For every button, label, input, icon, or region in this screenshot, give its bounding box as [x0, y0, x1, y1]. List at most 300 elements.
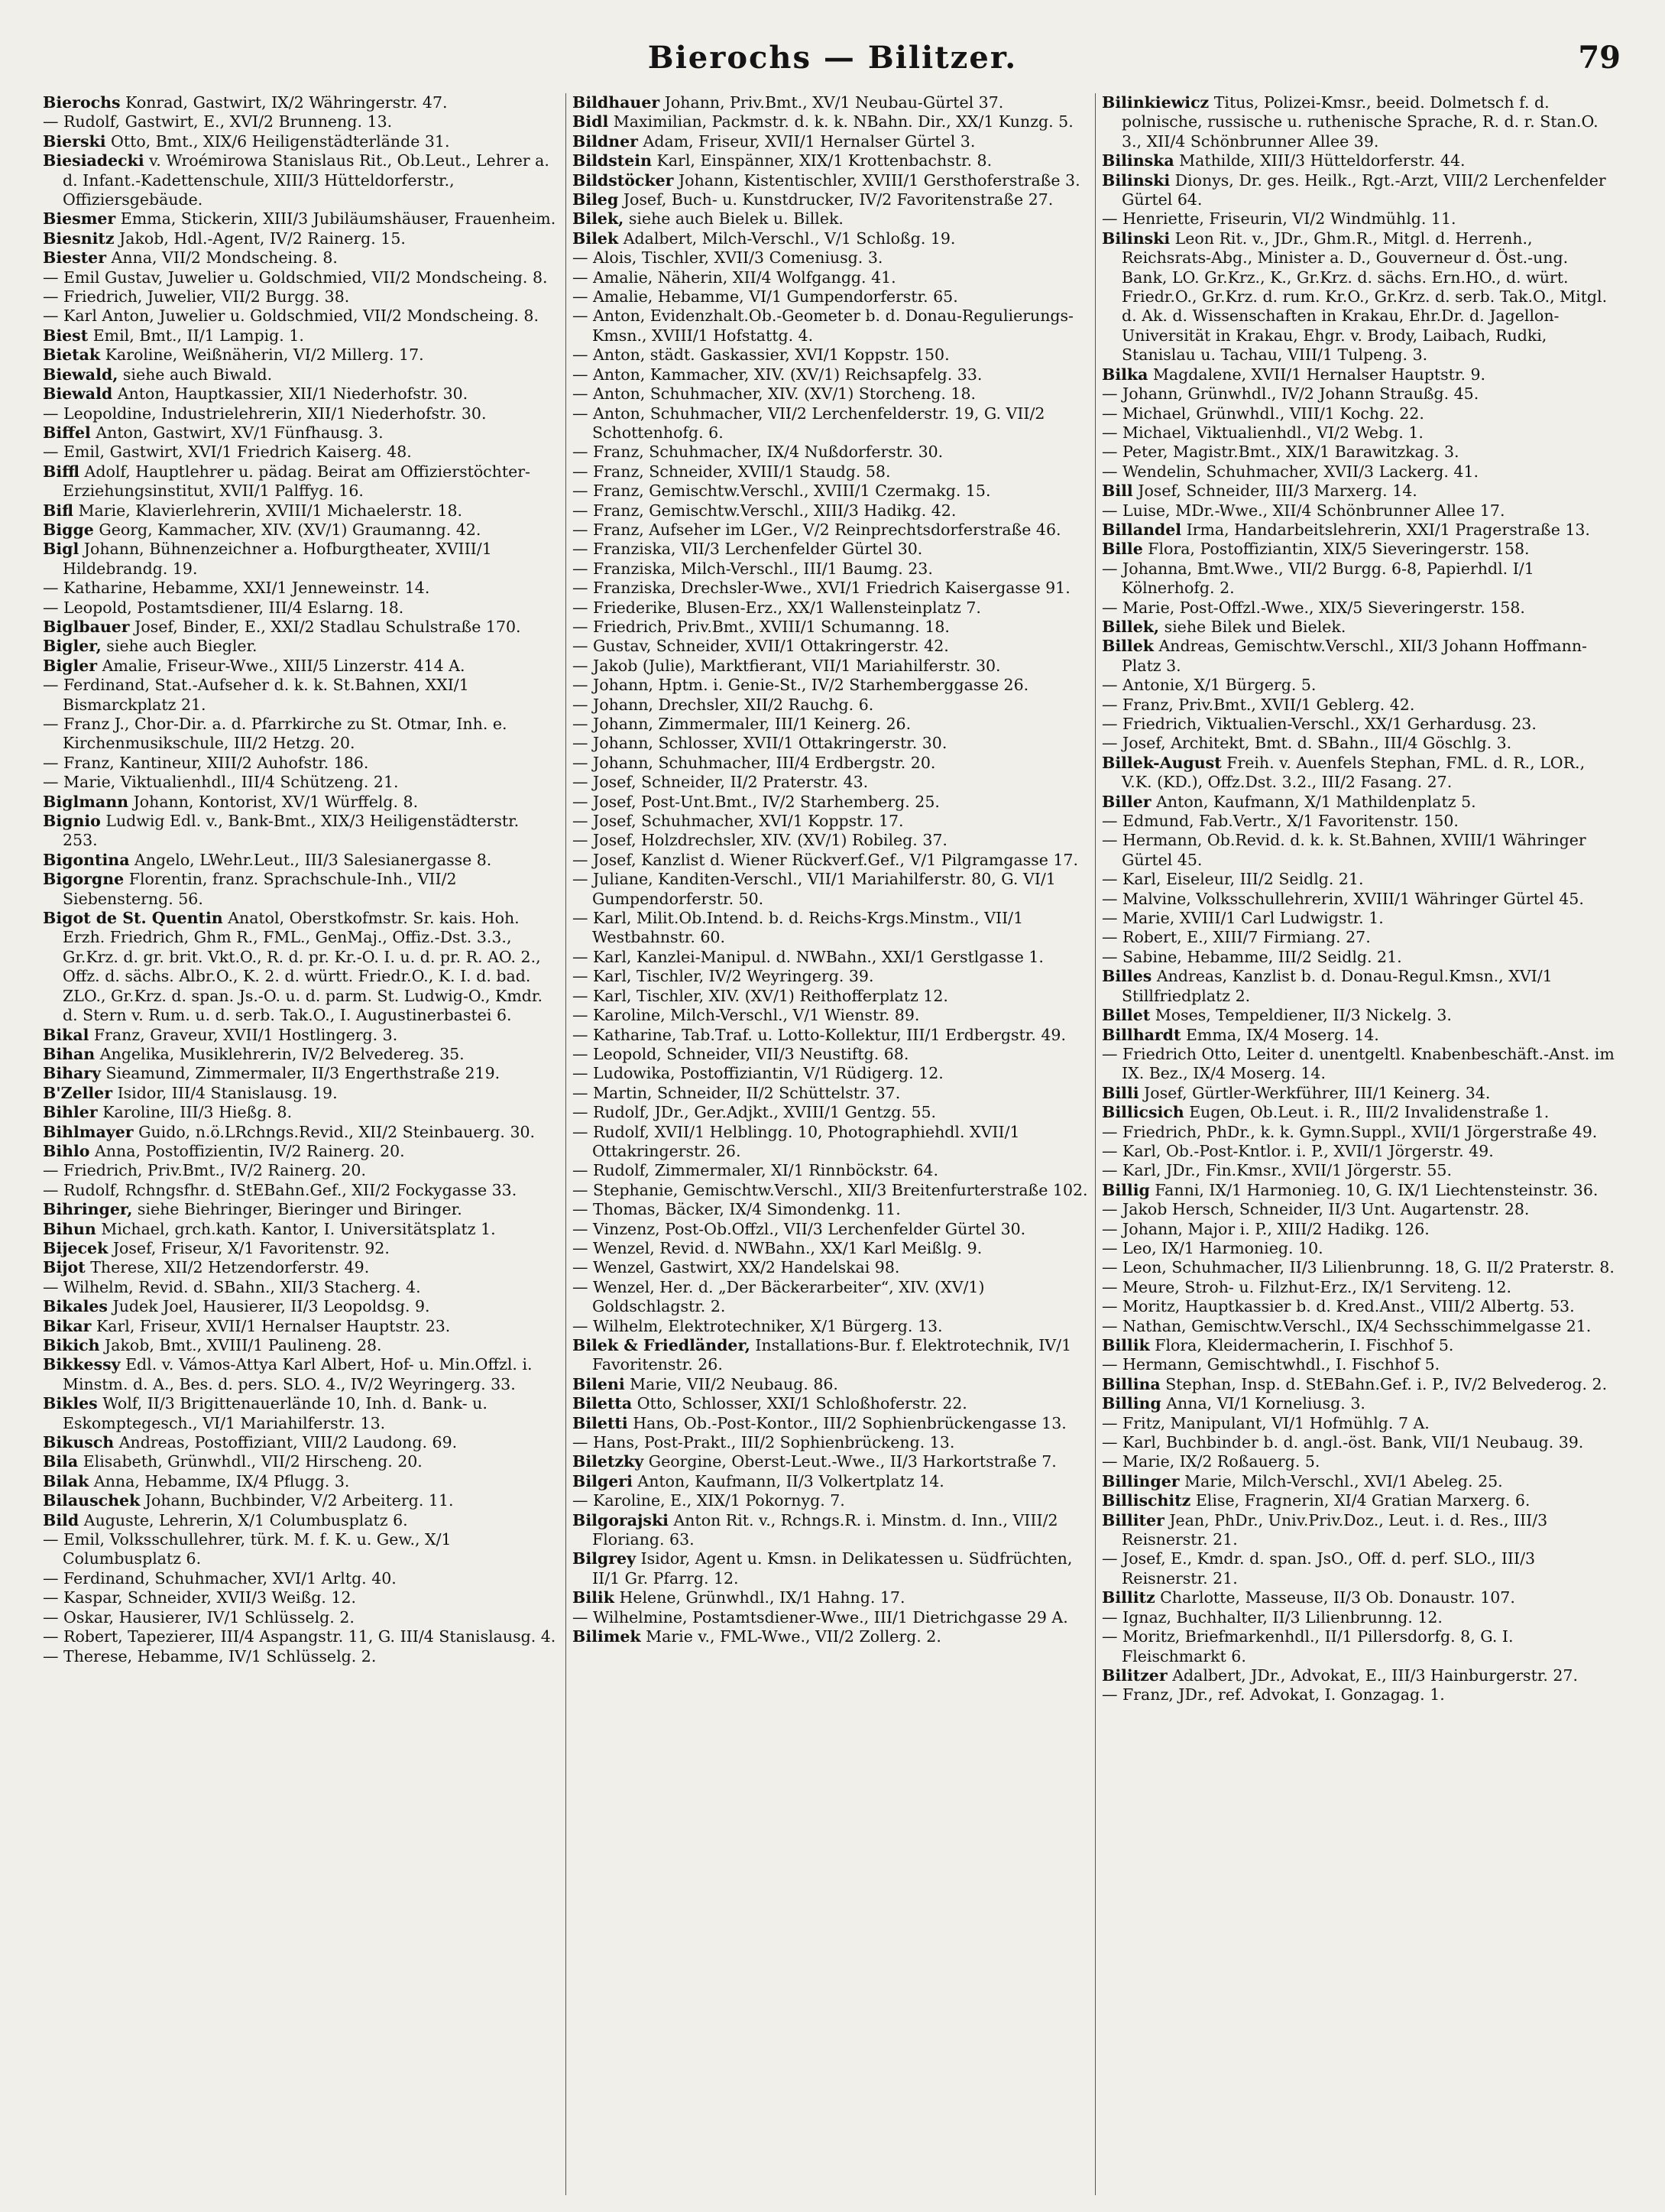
entry-surname: Billek-August	[1102, 753, 1222, 772]
entry-details: Titus, Polizei-Kmsr., beeid. Dolmetsch f. d. polnische, russische u. ruthenische Sprache, R. d. r. Stan.O. 3., XII/4 Schönbrunner Allee 39.	[1122, 93, 1599, 151]
entry-surname: Biletta	[572, 1394, 633, 1413]
entry-surname: Bilka	[1102, 365, 1148, 384]
entry-surname: Bikles	[43, 1394, 98, 1413]
directory-entry	[43, 637, 559, 656]
entry-details: — Karl, Tischler, IV/2 Weyringerg. 39.	[572, 967, 874, 986]
entry-details: — Moritz, Hauptkassier b. d. Kred.Anst., VIII/2 Albertg. 53.	[1102, 1297, 1575, 1316]
entry-surname: Bilitzer	[1102, 1665, 1168, 1685]
directory-entry	[43, 773, 559, 792]
entry-details: Marie v., FML-Wwe., VII/2 Zollerg. 2.	[646, 1627, 941, 1646]
entry-details: Johann, Bühnenzeichner a. Hofburgtheater, XVIII/1 Hildebrandg. 19.	[63, 540, 492, 578]
directory-entry	[43, 1627, 559, 1646]
directory-entry	[43, 365, 559, 384]
entry-details: siehe auch Biwald.	[122, 365, 273, 384]
directory-entry	[572, 754, 1088, 773]
entry-details: — Leon, Schuhmacher, II/3 Lilienbrunng. 18, G. II/2 Praterstr. 8.	[1102, 1258, 1615, 1277]
entry-surname: Bildstöcker	[572, 170, 674, 190]
entry-details: — Karoline, E., XIX/1 Pokornyg. 7.	[572, 1491, 845, 1510]
entry-surname: Biewald,	[43, 365, 118, 384]
directory-entry	[43, 1064, 559, 1083]
directory-entry	[43, 1491, 559, 1510]
entry-surname: Billes	[1102, 967, 1152, 986]
directory-entry	[572, 1433, 1088, 1452]
entry-details: — Michael, Grünwhdl., VIII/1 Kochg. 22.	[1102, 404, 1424, 423]
directory-entry	[43, 1472, 559, 1491]
directory-entry	[572, 365, 1088, 384]
entry-surname: Bidl	[572, 112, 609, 131]
directory-entry	[43, 209, 559, 229]
directory-entry	[43, 1045, 559, 1064]
entry-surname: Biglmann	[43, 792, 129, 811]
directory-entry	[43, 1258, 559, 1277]
directory-entry	[1102, 1627, 1618, 1666]
directory-entry	[1102, 229, 1618, 365]
directory-entry	[1102, 890, 1618, 909]
directory-entry	[43, 1181, 559, 1200]
entry-details: — Wenzel, Gastwirt, XX/2 Handelskai 98.	[572, 1258, 900, 1277]
entry-details: — Karoline, Milch-Verschl., V/1 Wienstr. 89.	[572, 1006, 920, 1025]
entry-details: Stephan, Insp. d. StEBahn.Gef. i. P., IV/2 Belvederog. 2.	[1165, 1374, 1608, 1393]
entry-surname: B'Zeller	[43, 1083, 113, 1102]
directory-entry	[1102, 404, 1618, 423]
directory-entry	[1102, 1239, 1618, 1258]
directory-entry	[572, 1491, 1088, 1510]
page-header	[0, 40, 1665, 86]
directory-entry	[572, 559, 1088, 579]
entry-details: Angelika, Musiklehrerin, IV/2 Belvedereg. 35.	[99, 1044, 465, 1063]
directory-entry	[43, 870, 559, 909]
entry-details: Therese, XII/2 Hetzendorferstr. 49.	[90, 1258, 370, 1277]
directory-entry	[572, 404, 1088, 443]
column-3	[1102, 93, 1618, 2195]
entry-surname: Bigorgne	[43, 870, 125, 889]
entry-surname: Bilek & Friedländer,	[572, 1336, 750, 1354]
entry-surname: Bikich	[43, 1336, 100, 1354]
directory-entry	[572, 793, 1088, 812]
entry-details: Marie, Milch-Verschl., XVI/1 Abeleg. 25.	[1184, 1471, 1503, 1490]
directory-entry	[43, 676, 559, 715]
entry-details: Auguste, Lehrerin, X/1 Columbusplatz 6.	[83, 1510, 408, 1529]
entry-details: Emil, Bmt., II/1 Lampig. 1.	[92, 326, 304, 345]
directory-entry	[572, 1549, 1088, 1588]
entry-details: — Franziska, Milch-Verschl., III/1 Baumg. 23.	[572, 559, 933, 578]
entry-details: Flora, Postoffiziantin, XIX/5 Sieveringerstr. 158.	[1148, 540, 1530, 559]
entry-details: Josef, Gürtler-Werkführer, III/1 Keinerg. 34.	[1144, 1083, 1491, 1102]
entry-details: Johann, Kistentischler, XVIII/1 Gersthoferstraße 3.	[678, 170, 1080, 190]
entry-surname: Bilek	[572, 229, 619, 248]
directory-entry	[572, 1239, 1088, 1258]
entry-details: — Rudolf, Rchngsfhr. d. StEBahn.Gef., XII/2 Fockygasse 33.	[43, 1180, 517, 1199]
directory-entry	[43, 1317, 559, 1336]
entry-details: Karoline, Weißnäherin, VI/2 Millerg. 17.	[105, 345, 424, 365]
entry-details: — Leopold, Schneider, VII/3 Neustiftg. 68.	[572, 1044, 909, 1063]
directory-entry	[1102, 870, 1618, 889]
entry-details: — Johann, Schlosser, XVII/1 Ottakringerstr. 30.	[572, 734, 947, 753]
entry-surname: Billi	[1102, 1083, 1139, 1102]
directory-entry	[1102, 482, 1618, 501]
entry-details: — Sabine, Hebamme, III/2 Seidlg. 21.	[1102, 947, 1402, 966]
directory-entry	[572, 1181, 1088, 1200]
directory-entry	[43, 229, 559, 248]
directory-entry	[1102, 1452, 1618, 1471]
directory-entry	[43, 657, 559, 676]
directory-entry	[572, 676, 1088, 695]
entry-details: — Alois, Tischler, XVII/3 Comeniusg. 3.	[572, 248, 883, 268]
directory-entry	[572, 1511, 1088, 1550]
entry-details: Isidor, Agent u. Kmsn. in Delikatessen u. Südfrüchten, II/1 Gr. Pfarrg. 12.	[592, 1549, 1073, 1588]
entry-surname: Bijecek	[43, 1238, 109, 1257]
entry-details: — Josef, Post-Unt.Bmt., IV/2 Starhemberg. 25.	[572, 792, 940, 811]
directory-entry	[572, 1472, 1088, 1491]
directory-entry	[572, 540, 1088, 559]
entry-surname: Billitz	[1102, 1588, 1155, 1607]
entry-details: Jean, PhDr., Univ.Priv.Doz., Leut. i. d. Res., III/3 Reisnerstr. 21.	[1122, 1510, 1548, 1549]
entry-surname: Billig	[1102, 1180, 1150, 1199]
entry-details: — Vinzenz, Post-Ob.Offzl., VII/3 Lerchenfelder Gürtel 30.	[572, 1219, 1026, 1238]
directory-entry	[1102, 928, 1618, 947]
directory-entry	[1102, 559, 1618, 598]
entry-details: Georgine, Oberst-Leut.-Wwe., II/3 Harkortstraße 7.	[648, 1452, 1057, 1471]
directory-entry	[1102, 501, 1618, 521]
entry-details: Judek Joel, Hausierer, II/3 Leopoldsg. 9.	[112, 1297, 430, 1316]
entry-details: — Franz, JDr., ref. Advokat, I. Gonzagag. 1.	[1102, 1685, 1445, 1704]
directory-entry	[572, 1336, 1088, 1375]
entry-details: — Emil Gustav, Juwelier u. Goldschmied, VII/2 Mondscheing. 8.	[43, 268, 548, 287]
entry-surname: Bilgeri	[572, 1471, 633, 1490]
entry-details: — Johann, Drechsler, XII/2 Rauchg. 6.	[572, 695, 874, 714]
directory-entry	[1102, 1006, 1618, 1025]
entry-details: — Jakob Hersch, Schneider, II/3 Unt. Augartenstr. 28.	[1102, 1200, 1530, 1219]
entry-details: — Franz, Gemischtw.Verschl., XIII/3 Hadikg. 42.	[572, 501, 957, 520]
entry-details: — Anton, Evidenzhalt.Ob.-Geometer b. d. Donau-Regulierungs-Kmsn., XVIII/1 Hofstattg. 4.	[572, 307, 1074, 345]
entry-details: Andreas, Gemischtw.Verschl., XII/3 Johann Hoffmann-Platz 3.	[1122, 637, 1587, 675]
entry-details: Leon Rit. v., JDr., Ghm.R., Mitgl. d. Herrenh., Reichsrats-Abg., Minister a. D., Gouverneur d. Öst.-ung. Bank, LO. Gr.Krz., K., Gr.Krz. d. sächs. Ern.HO., d. würt. Friedr.O., Gr.Krz. d. rum. Kr.O., Gr.Krz. d. serb. Tak.O., Mitgl. d. Ak. d. Wissenschaften in Krakau, Ehr.Dr. d. Jagellon-Universität in Krakau, Ehgr. v. Brody, Laibach, Rudki, Stanislau u. Tachau, VIII/1 Tulpeng. 3.	[1122, 229, 1608, 365]
entry-details: — Moritz, Briefmarkenhdl., II/1 Pillersdorfg. 8, G. I. Fleischmarkt 6.	[1102, 1627, 1514, 1665]
directory-entry	[572, 1123, 1088, 1162]
entry-details: Anatol, Oberstkofmstr. Sr. kais. Hoh. Erzh. Friedrich, Ghm R., FML., GenMaj., Offiz.-Dst. 3.3., Gr.Krz. d. gr. brit. Vkt.O., R. d. pr. Kr.-O. I. u. d. pr. R. AO. 2., Offz. d. sächs. Albr.O., K. 2. d. württ. Friedr.O., K. I. d. bad. ZLO., Gr.Krz. d. span. Js.-O. u. d. parm. St. Ludwig-O., Kmdr. d. Stern v. Rum. u. d. serb. Tak.O., I. Augustinerbastei 6.	[63, 909, 543, 1025]
entry-details: — Marie, Post-Offzl.-Wwe., XIX/5 Sieveringerstr. 158.	[1102, 598, 1525, 617]
directory-entry	[572, 482, 1088, 501]
directory-entry	[43, 93, 559, 112]
entry-details: Andreas, Postoffiziant, VIII/2 Laudong. 69.	[118, 1433, 458, 1452]
entry-surname: Bilgrey	[572, 1549, 636, 1568]
directory-entry	[572, 443, 1088, 462]
entry-details: — Friedrich Otto, Leiter d. unentgeltl. Knabenbeschäft.-Anst. im IX. Bez., IX/4 Moserg. 14.	[1102, 1044, 1615, 1083]
directory-entry	[572, 1608, 1088, 1627]
entry-details: — Johanna, Bmt.Wwe., VII/2 Burgg. 6-8, Papierhdl. I/1 Kölnerhofg. 2.	[1102, 559, 1534, 598]
entry-details: Fanni, IX/1 Harmonieg. 10, G. IX/1 Liechtensteinstr. 36.	[1155, 1180, 1599, 1199]
entry-details: — Fritz, Manipulant, VI/1 Hofmühlg. 7 A.	[1102, 1413, 1430, 1432]
entry-details: — Anton, Schuhmacher, XIV. (XV/1) Storcheng. 18.	[572, 384, 977, 404]
directory-entry	[43, 112, 559, 131]
directory-entry	[43, 909, 559, 1025]
entry-details: — Franz, Priv.Bmt., XVII/1 Geblerg. 42.	[1102, 695, 1415, 714]
directory-entry	[43, 1123, 559, 1142]
entry-details: Helene, Grünwhdl., IX/1 Hahng. 17.	[619, 1588, 905, 1607]
entry-details: — Karl, Buchbinder b. d. angl.-öst. Bank, VII/1 Neubaug. 39.	[1102, 1433, 1584, 1452]
entry-details: Karl, Einspänner, XIX/1 Krottenbachstr. 8.	[656, 151, 993, 170]
directory-entry	[572, 1220, 1088, 1239]
directory-entry	[572, 637, 1088, 656]
entry-surname: Bikusch	[43, 1433, 115, 1452]
entry-details: — Josef, Holzdrechsler, XIV. (XV/1) Robileg. 37.	[572, 831, 947, 850]
directory-entry	[572, 696, 1088, 715]
entry-details: — Friedrich, Viktualien-Verschl., XX/1 Gerhardusg. 23.	[1102, 715, 1537, 733]
entry-details: — Johann, Grünwhdl., IV/2 Johann Straußg. 45.	[1102, 384, 1479, 404]
entry-surname: Bilimek	[572, 1627, 641, 1646]
directory-entry	[43, 132, 559, 151]
entry-details: — Franz, Schneider, XVIII/1 Staudg. 58.	[572, 462, 891, 481]
entry-details: — Juliane, Kanditen-Verschl., VII/1 Mariahilferstr. 80, G. VI/1 Gumpendorferstr. 50.	[572, 870, 1056, 908]
entry-details: — Marie, XVIII/1 Carl Ludwigstr. 1.	[1102, 909, 1384, 928]
directory-entry	[1102, 1608, 1618, 1627]
entry-surname: Biffl	[43, 462, 80, 481]
entry-surname: Bilak	[43, 1471, 89, 1490]
directory-entry	[43, 1530, 559, 1569]
entry-details: Anton, Hauptkassier, XII/1 Niederhofstr. 30.	[117, 384, 468, 404]
entry-details: Anna, VII/2 Mondscheing. 8.	[111, 248, 338, 268]
entry-surname: Bihringer,	[43, 1200, 133, 1219]
directory-entry	[572, 190, 1088, 209]
entry-surname: Bigler	[43, 656, 98, 675]
directory-entry	[1102, 676, 1618, 695]
directory-entry	[1102, 171, 1618, 210]
entry-details: — Peter, Magistr.Bmt., XIX/1 Barawitzkag. 3.	[1102, 443, 1459, 462]
directory-entry	[43, 715, 559, 754]
entry-surname: Bild	[43, 1510, 79, 1529]
entry-details: — Katharine, Hebamme, XXI/1 Jenneweinstr. 14.	[43, 579, 430, 598]
directory-entry	[572, 521, 1088, 540]
directory-entry	[1102, 909, 1618, 928]
entry-surname: Bilauschek	[43, 1491, 141, 1510]
entry-surname: Billiter	[1102, 1510, 1165, 1529]
entry-details: Anton Rit. v., Rchngs.R. i. Minstm. d. Inn., VIII/2 Floriang. 63.	[592, 1510, 1058, 1549]
column-2	[572, 93, 1088, 2195]
entry-details: Johann, Priv.Bmt., XV/1 Neubau-Gürtel 37.	[664, 93, 1004, 112]
entry-details: Dionys, Dr. ges. Heilk., Rgt.-Arzt, VIII/2 Lerchenfelder Gürtel 64.	[1122, 170, 1606, 209]
entry-surname: Bilgorajski	[572, 1510, 669, 1529]
entry-surname: Biesmer	[43, 209, 116, 229]
column-1	[43, 93, 559, 2195]
entry-details: — Josef, E., Kmdr. d. span. JsO., Off. d. perf. SLO., III/3 Reisnerstr. 21.	[1102, 1549, 1536, 1588]
directory-entry	[572, 1452, 1088, 1471]
directory-entry	[1102, 1472, 1618, 1491]
directory-entry	[43, 1239, 559, 1258]
entry-surname: Bihan	[43, 1044, 96, 1063]
entry-details: Flora, Kleidermacherin, I. Fischhof 5.	[1155, 1336, 1454, 1354]
entry-details: Anna, VI/1 Korneliusg. 3.	[1166, 1394, 1365, 1413]
entry-details: — Friedrich, Priv.Bmt., IV/2 Rainerg. 20.	[43, 1161, 366, 1180]
entry-details: — Jakob (Julie), Marktfierant, VII/1 Mariahilferstr. 30.	[572, 656, 1001, 675]
entry-details: — Stephanie, Gemischtw.Verschl., XII/3 Breitenfurterstraße 102.	[572, 1180, 1088, 1199]
entry-details: Angelo, LWehr.Leut., III/3 Salesianergasse 8.	[134, 850, 492, 869]
directory-entry	[1102, 1685, 1618, 1704]
directory-entry	[572, 462, 1088, 482]
entry-surname: Bilek,	[572, 209, 624, 229]
entry-details: Sieamund, Zimmermaler, II/3 Engerthstraße 219.	[105, 1064, 500, 1083]
entry-surname: Biesiadecki	[43, 151, 144, 170]
directory-entry	[43, 754, 559, 773]
directory-entry	[43, 307, 559, 326]
directory-entry	[43, 579, 559, 598]
entry-details: siehe Biehringer, Bieringer und Biringer.	[137, 1200, 462, 1219]
directory-entry	[1102, 521, 1618, 540]
directory-entry	[572, 812, 1088, 831]
entry-surname: Bileg	[572, 190, 619, 209]
entry-details: — Friedrich, Juwelier, VII/2 Burgg. 38.	[43, 287, 350, 307]
directory-entry	[572, 657, 1088, 676]
entry-surname: Biewald	[43, 384, 113, 404]
entry-details: — Karl Anton, Juwelier u. Goldschmied, VII/2 Mondscheing. 8.	[43, 307, 539, 326]
directory-entry	[43, 443, 559, 462]
entry-surname: Bildner	[572, 131, 638, 151]
directory-entry	[43, 598, 559, 618]
entry-details: Hans, Ob.-Post-Kontor., III/2 Sophienbrückengasse 13.	[633, 1413, 1067, 1432]
directory-entry	[1102, 1511, 1618, 1550]
entry-details: — Hermann, Gemischtwhdl., I. Fischhof 5.	[1102, 1355, 1440, 1374]
entry-details: — Robert, E., XIII/7 Firmiang. 27.	[1102, 928, 1371, 947]
entry-details: — Michael, Viktualienhdl., VI/2 Webg. 1.	[1102, 423, 1424, 442]
column-divider	[1095, 93, 1096, 2195]
entry-details: — Luise, MDr.-Wwe., XII/4 Schönbrunner Allee 17.	[1102, 501, 1505, 520]
entry-details: siehe auch Bielek u. Billek.	[628, 209, 844, 229]
entry-details: Elisabeth, Grünwhdl., VII/2 Hirscheng. 20.	[83, 1452, 423, 1471]
directory-entry	[1102, 151, 1618, 170]
entry-details: — Josef, Schuhmacher, XVI/1 Koppstr. 17.	[572, 812, 904, 831]
entry-surname: Bihlmayer	[43, 1122, 134, 1141]
directory-entry	[1102, 423, 1618, 443]
entry-details: — Emil, Volksschullehrer, türk. M. f. K. u. Gew., X/1 Columbusplatz 6.	[43, 1530, 452, 1568]
entry-details: — Marie, IX/2 Roßauerg. 5.	[1102, 1452, 1320, 1471]
directory-entry	[1102, 598, 1618, 618]
entry-details: — Friedrich, Priv.Bmt., XVIII/1 Schumanng. 18.	[572, 617, 950, 636]
entry-details: — Marie, Viktualienhdl., III/4 Schützeng. 21.	[43, 773, 399, 792]
directory-entry	[572, 1258, 1088, 1277]
directory-entry	[572, 501, 1088, 521]
directory-entry	[1102, 384, 1618, 404]
entry-details: Andreas, Kanzlist b. d. Donau-Regul.Kmsn., XVI/1 Stillfriedplatz 2.	[1122, 967, 1553, 1005]
directory-entry	[43, 345, 559, 365]
entry-details: Adolf, Hauptlehrer u. pädag. Beirat am Offizierstöchter-Erziehungsinstitut, XVII/1 Palffyg. 16.	[63, 462, 530, 501]
directory-entry	[1102, 540, 1618, 559]
entry-surname: Billischitz	[1102, 1491, 1191, 1510]
entry-details: — Anton, städt. Gaskassier, XVI/1 Koppstr. 150.	[572, 345, 950, 365]
directory-entry	[572, 579, 1088, 598]
directory-entry	[572, 1045, 1088, 1064]
directory-entry	[572, 870, 1088, 909]
directory-entry	[1102, 1588, 1618, 1607]
entry-details: — Karl, Kanzlei-Manipul. d. NWBahn., XXI/1 Gerstlgasse 1.	[572, 947, 1044, 966]
directory-entry	[572, 598, 1088, 618]
directory-entry	[572, 1627, 1088, 1646]
entry-details: — Emil, Gastwirt, XVI/1 Friedrich Kaiserg. 48.	[43, 443, 412, 462]
entry-details: Josef, Schneider, III/3 Marxerg. 14.	[1138, 482, 1417, 501]
entry-details: — Leopoldine, Industrielehrerin, XII/1 Niederhofstr. 30.	[43, 404, 487, 423]
entry-surname: Bilinska	[1102, 151, 1174, 170]
entry-details: — Anton, Kammacher, XIV. (XV/1) Reichsapfelg. 33.	[572, 365, 983, 384]
directory-entry	[1102, 754, 1618, 793]
entry-surname: Bigge	[43, 520, 94, 539]
directory-entry	[43, 1103, 559, 1122]
entry-details: Adalbert, JDr., Advokat, E., III/3 Hainburgerstr. 27.	[1172, 1665, 1578, 1685]
directory-entry	[1102, 1026, 1618, 1045]
directory-entry	[43, 1336, 559, 1355]
directory-entry	[572, 967, 1088, 986]
directory-entry	[572, 171, 1088, 190]
directory-entry	[572, 715, 1088, 734]
running-head: Bierochs — Bilitzer.	[647, 40, 1018, 76]
entry-details: — Hermann, Ob.Revid. d. k. k. St.Bahnen, XVIII/1 Währinger Gürtel 45.	[1102, 831, 1586, 869]
entry-details: — Karl, Tischler, XIV. (XV/1) Reithofferplatz 12.	[572, 986, 948, 1005]
directory-entry	[1102, 1336, 1618, 1355]
directory-entry	[43, 287, 559, 307]
entry-details: — Edmund, Fab.Vertr., X/1 Favoritenstr. 150.	[1102, 812, 1459, 831]
entry-details: — Wenzel, Revid. d. NWBahn., XX/1 Karl Meißlg. 9.	[572, 1238, 983, 1257]
entry-details: Guido, n.ö.LRchngs.Revid., XII/2 Steinbauerg. 30.	[138, 1122, 536, 1141]
directory-entry	[572, 987, 1088, 1006]
directory-entry	[1102, 1666, 1618, 1685]
directory-entry	[1102, 93, 1618, 151]
entry-surname: Billet	[1102, 1006, 1151, 1025]
directory-entry	[43, 618, 559, 637]
entry-details: Josef, Friseur, X/1 Favoritenstr. 92.	[112, 1238, 390, 1257]
directory-entry	[1102, 1258, 1618, 1277]
entry-surname: Bila	[43, 1452, 79, 1471]
entry-details: Adalbert, Milch-Verschl., V/1 Schloßg. 19.	[623, 229, 956, 248]
entry-details: Moses, Tempeldiener, II/3 Nickelg. 3.	[1155, 1006, 1452, 1025]
entry-details: Josef, Buch- u. Kunstdrucker, IV/2 Favoritenstraße 27.	[623, 190, 1054, 209]
entry-details: — Friedrich, PhDr., k. k. Gymn.Suppl., XVII/1 Jörgerstraße 49.	[1102, 1122, 1598, 1141]
entry-surname: Billandel	[1102, 520, 1182, 539]
entry-details: Maximilian, Packmstr. d. k. k. NBahn. Dir., XX/1 Kunzg. 5.	[613, 112, 1074, 131]
entry-details: — Nathan, Gemischtw.Verschl., IX/4 Sechsschimmelgasse 21.	[1102, 1316, 1592, 1335]
entry-details: — Karl, Milit.Ob.Intend. b. d. Reichs-Krgs.Minstm., VII/1 Westbahnstr. 60.	[572, 909, 1024, 947]
entry-details: — Therese, Hebamme, IV/1 Schlüsselg. 2.	[43, 1646, 377, 1665]
entry-details: — Leo, IX/1 Harmonieg. 10.	[1102, 1238, 1323, 1257]
entry-details: v. Wroémirowa Stanislaus Rit., Ob.Leut., Lehrer a. d. Infant.-Kadettenschule, XIII/3 Hütteldorferstr., Offiziersgebäude.	[63, 151, 549, 209]
directory-entry	[1102, 1394, 1618, 1413]
directory-entry	[1102, 1433, 1618, 1452]
entry-surname: Biller	[1102, 792, 1152, 811]
directory-entry	[43, 1142, 559, 1161]
directory-entry	[1102, 1084, 1618, 1103]
entry-surname: Bigl	[43, 540, 79, 559]
directory-entry	[43, 1297, 559, 1316]
entry-details: — Wenzel, Her. d. „Der Bäckerarbeiter“, XIV. (XV/1) Goldschlagstr. 2.	[572, 1277, 985, 1316]
entry-details: Anton, Kaufmann, X/1 Mathildenplatz 5.	[1156, 792, 1476, 811]
entry-details: — Johann, Hptm. i. Genie-St., IV/2 Starhemberggasse 26.	[572, 676, 1029, 695]
directory-entry	[1102, 715, 1618, 734]
entry-details: — Robert, Tapezierer, III/4 Aspangstr. 11, G. III/4 Stanislausg. 4.	[43, 1627, 556, 1646]
entry-details: Florentin, franz. Sprachschule-Inh., VII/2 Siebensterng. 56.	[63, 870, 457, 908]
entry-details: Jakob, Bmt., XVIII/1 Paulineng. 28.	[105, 1336, 382, 1354]
directory-entry	[1102, 793, 1618, 812]
directory-entry	[572, 734, 1088, 753]
directory-entry	[572, 384, 1088, 404]
directory-entry	[572, 1064, 1088, 1083]
entry-details: Wolf, II/3 Brigittenauerlände 10, Inh. d. Bank- u. Eskomptegesch., VI/1 Mariahilferstr. 13.	[63, 1394, 488, 1432]
entry-details: Installations-Bur. f. Elektrotechnik, IV/1 Favoritenstr. 26.	[592, 1336, 1072, 1374]
directory-entry	[572, 1161, 1088, 1180]
entry-details: — Rudolf, JDr., Ger.Adjkt., XVIII/1 Gentzg. 55.	[572, 1103, 937, 1122]
directory-entry	[43, 268, 559, 287]
directory-entry	[43, 1355, 559, 1394]
directory-entry	[1102, 1549, 1618, 1588]
entry-details: — Hans, Post-Prakt., III/2 Sophienbrückeng. 13.	[572, 1433, 955, 1452]
entry-details: — Franz, Gemischtw.Verschl., XVIII/1 Czermakg. 15.	[572, 482, 991, 501]
directory-entry	[572, 618, 1088, 637]
entry-details: — Johann, Zimmermaler, III/1 Keinerg. 26.	[572, 715, 912, 733]
